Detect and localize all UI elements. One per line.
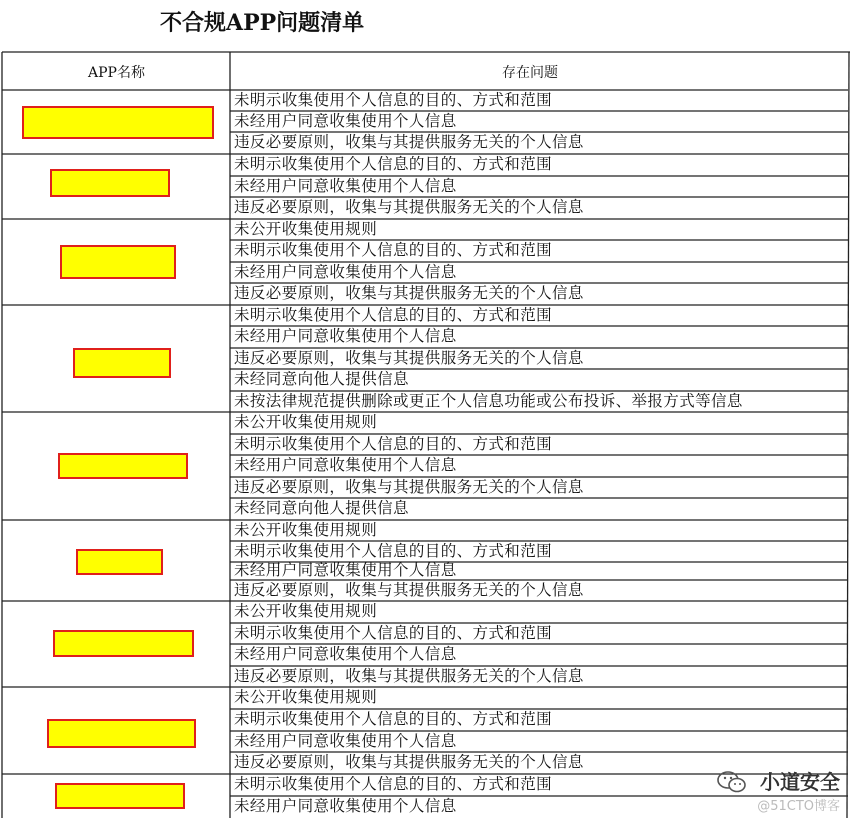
issue-cell: 未经用户同意收集使用个人信息	[234, 112, 457, 130]
issue-cell: 未明示收集使用个人信息的目的、方式和范围	[234, 624, 553, 642]
issue-cell: 违反必要原则，收集与其提供服务无关的个人信息	[234, 284, 584, 302]
issue-cell: 未经同意向他人提供信息	[234, 370, 409, 388]
issue-cell: 未明示收集使用个人信息的目的、方式和范围	[234, 710, 553, 728]
redacted-app-name	[73, 348, 171, 378]
issue-cell: 未经用户同意收集使用个人信息	[234, 327, 457, 345]
issue-cell: 未公开收集使用规则	[234, 220, 378, 238]
issue-cell: 未按法律规范提供删除或更正个人信息功能或公布投诉、举报方式等信息	[234, 392, 743, 410]
redacted-app-name	[55, 783, 185, 809]
issue-cell: 未经用户同意收集使用个人信息	[234, 732, 457, 750]
issue-cell: 未明示收集使用个人信息的目的、方式和范围	[234, 241, 553, 259]
issue-cell: 未经用户同意收集使用个人信息	[234, 797, 457, 815]
redacted-app-name	[22, 106, 214, 139]
column-header-app-name: APP名称	[88, 65, 145, 81]
issue-cell: 违反必要原则，收集与其提供服务无关的个人信息	[234, 753, 584, 771]
issue-cell: 未经用户同意收集使用个人信息	[234, 456, 457, 474]
issue-cell: 未明示收集使用个人信息的目的、方式和范围	[234, 155, 553, 173]
issue-cell: 违反必要原则，收集与其提供服务无关的个人信息	[234, 667, 584, 685]
issue-cell: 未公开收集使用规则	[234, 521, 378, 539]
watermark-source: @51CTO博客	[757, 799, 840, 814]
redacted-app-name	[50, 169, 170, 197]
page-title: 不合规APP问题清单	[160, 10, 365, 36]
issue-cell: 违反必要原则，收集与其提供服务无关的个人信息	[234, 349, 584, 367]
issue-cell: 违反必要原则，收集与其提供服务无关的个人信息	[234, 198, 584, 216]
issue-cell: 违反必要原则，收集与其提供服务无关的个人信息	[234, 478, 584, 496]
issue-cell: 未公开收集使用规则	[234, 688, 378, 706]
issue-cell: 未明示收集使用个人信息的目的、方式和范围	[234, 435, 553, 453]
redacted-app-name	[53, 630, 194, 657]
issue-cell: 未经用户同意收集使用个人信息	[234, 561, 457, 579]
issue-cell: 未公开收集使用规则	[234, 602, 378, 620]
issue-cell: 未经用户同意收集使用个人信息	[234, 177, 457, 195]
issue-cell: 未经用户同意收集使用个人信息	[234, 263, 457, 281]
redacted-app-name	[60, 245, 176, 279]
issue-cell: 未明示收集使用个人信息的目的、方式和范围	[234, 542, 553, 560]
issue-cell: 未公开收集使用规则	[234, 413, 378, 431]
redacted-app-name	[76, 549, 163, 575]
watermark	[757, 766, 840, 814]
issue-cell: 未经同意向他人提供信息	[234, 499, 409, 517]
wechat-icon	[717, 770, 747, 794]
issue-cell: 违反必要原则，收集与其提供服务无关的个人信息	[234, 581, 584, 599]
issue-cell: 未经用户同意收集使用个人信息	[234, 645, 457, 663]
issue-cell: 未明示收集使用个人信息的目的、方式和范围	[234, 91, 553, 109]
issue-cell: 违反必要原则，收集与其提供服务无关的个人信息	[234, 133, 584, 151]
column-header-issues: 存在问题	[502, 65, 558, 81]
issue-cell: 未明示收集使用个人信息的目的、方式和范围	[234, 306, 553, 324]
redacted-app-name	[47, 719, 196, 748]
redacted-app-name	[58, 453, 188, 479]
issue-cell: 未明示收集使用个人信息的目的、方式和范围	[234, 775, 553, 793]
watermark-name: 小道安全	[760, 770, 840, 794]
